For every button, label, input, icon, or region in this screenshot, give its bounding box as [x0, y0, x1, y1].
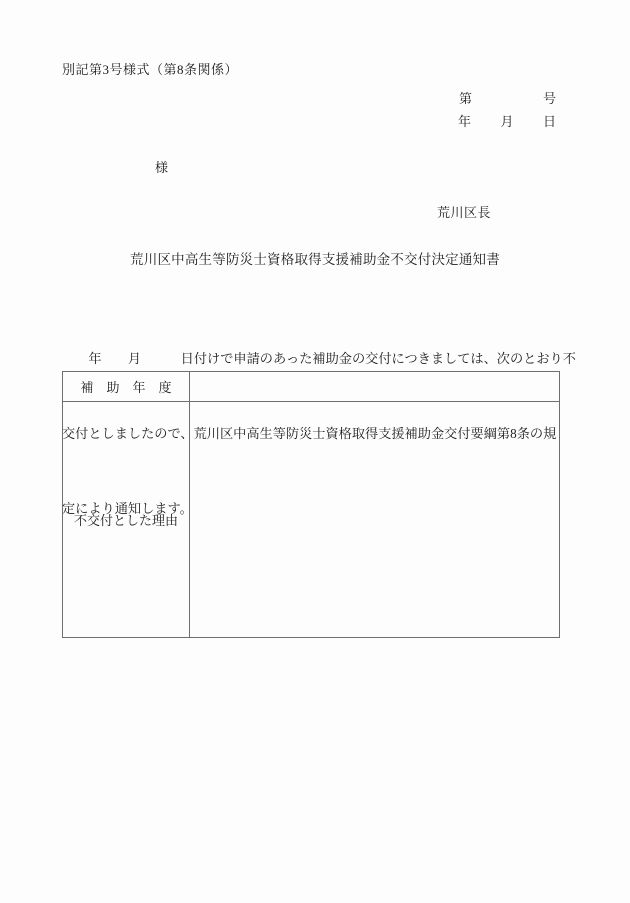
document-number-line	[459, 91, 556, 107]
details-table	[62, 371, 560, 638]
sender-title: 荒川区長	[437, 205, 492, 220]
date-line	[458, 114, 556, 130]
table-row-subsidy-year	[63, 372, 560, 402]
date-year-label: 年	[458, 114, 472, 129]
form-reference: 別記第3号様式（第8条関係）	[62, 62, 239, 77]
document-title: 荒川区中高生等防災士資格取得支援補助金不交付決定通知書	[130, 252, 500, 267]
body-line-1: 年 月 日付けで申請のあった補助金の交付につきましては、次のとおり不	[62, 351, 576, 366]
doc-number-suffix: 号	[542, 91, 556, 106]
body-line-3: 定により通知します。	[62, 501, 193, 516]
date-month-label: 月	[500, 114, 514, 129]
reason-value	[190, 402, 560, 638]
date-day-label: 日	[542, 114, 556, 129]
reason-label: 不交付とした理由	[63, 402, 190, 638]
subsidy-year-value	[190, 372, 560, 402]
table-row-reason	[63, 402, 560, 638]
body-line-2: 交付としましたので、荒川区中高生等防災士資格取得支援補助金交付要綱第8条の規	[62, 426, 557, 441]
doc-number-prefix: 第	[459, 91, 473, 106]
addressee-honorific: 様	[155, 160, 169, 175]
subsidy-year-label: 補 助 年 度	[63, 372, 190, 402]
